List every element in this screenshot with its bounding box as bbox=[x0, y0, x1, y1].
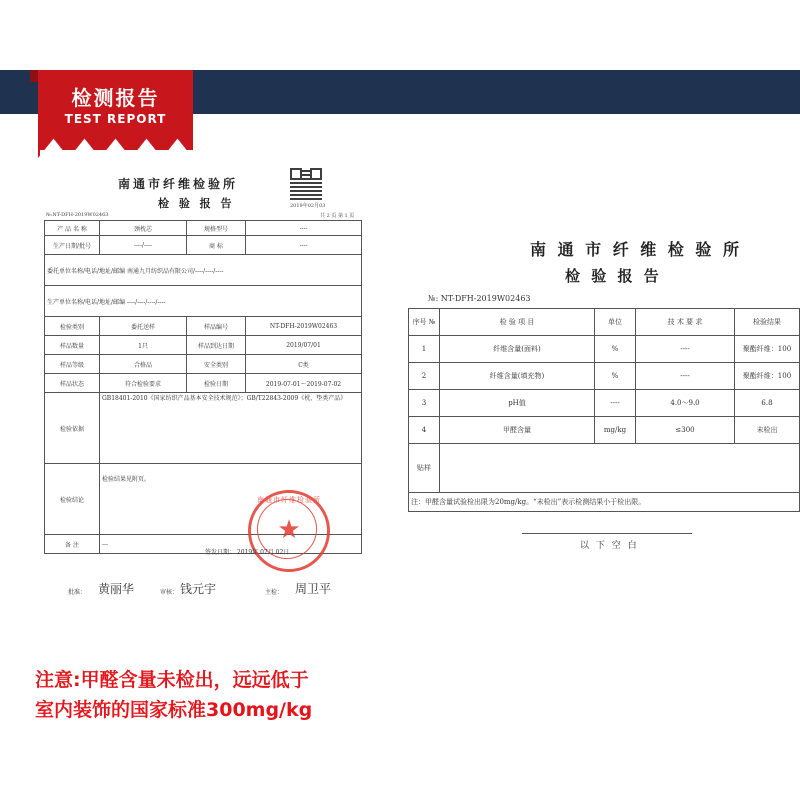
cell: ---- bbox=[246, 236, 362, 255]
cell: % bbox=[595, 363, 636, 390]
cell: 甲醛含量 bbox=[440, 417, 595, 444]
main-signature: 周卫平 bbox=[295, 582, 332, 596]
stamp-text: 南通市纤维检验所 bbox=[257, 496, 321, 504]
issue-date: 签发日期： 2019年 07月 02日 bbox=[205, 549, 290, 556]
header-cell: 检 验 项 目 bbox=[440, 309, 595, 336]
cell: 安全类别 bbox=[187, 355, 246, 374]
header-cell: 序号 № bbox=[409, 309, 440, 336]
cell: 样品数量 bbox=[45, 336, 100, 355]
cell: 4 bbox=[409, 417, 440, 444]
cell: 1 bbox=[409, 336, 440, 363]
cell: 商 标 bbox=[187, 236, 246, 255]
cell: 委托送样 bbox=[100, 317, 187, 336]
cell: mg/kg bbox=[595, 417, 636, 444]
cell: 聚酯纤维：100 bbox=[735, 363, 800, 390]
report1-number: №:NT-DFH-2019W02463 bbox=[46, 212, 109, 218]
badge-tab bbox=[30, 70, 38, 82]
cell: 检验类别 bbox=[45, 317, 100, 336]
cell bbox=[440, 444, 800, 493]
cell: 检验依据 bbox=[45, 393, 100, 464]
cell: 合格品 bbox=[100, 355, 187, 374]
cell: 3 bbox=[409, 390, 440, 417]
table-row bbox=[409, 417, 800, 444]
table-row bbox=[409, 390, 800, 417]
cell: 2019/07/01 bbox=[246, 336, 362, 355]
table-header-row bbox=[409, 309, 800, 336]
cell: C类 bbox=[246, 355, 362, 374]
report2-title: 检 验 报 告 bbox=[565, 267, 662, 285]
table-row bbox=[409, 444, 800, 493]
table-row bbox=[45, 374, 362, 393]
cell: 6.8 bbox=[735, 390, 800, 417]
footnote-cell: 注：甲醛含量试验检出限为20mg/kg。“未检出”表示检测结果小于检出限。 bbox=[409, 493, 800, 512]
table-row bbox=[45, 393, 362, 464]
badge-title-en: TEST REPORT bbox=[64, 112, 167, 126]
table-row bbox=[45, 317, 362, 336]
cell: 样品状态 bbox=[45, 374, 100, 393]
blank-text: 以 下 空 白 bbox=[580, 541, 639, 551]
cell: ---- bbox=[595, 390, 636, 417]
header-cell: 单位 bbox=[595, 309, 636, 336]
cell-label: 委托单位名称/电话/地址/邮编 bbox=[47, 267, 126, 275]
table-row bbox=[45, 336, 362, 355]
cell: 样品编号 bbox=[187, 317, 246, 336]
table-row bbox=[45, 255, 362, 286]
table-row bbox=[45, 355, 362, 374]
cell: --- bbox=[100, 535, 362, 554]
cell: 样品到达日期 bbox=[187, 336, 246, 355]
cell: 2019-07-01～2019-07-02 bbox=[246, 374, 362, 393]
cell: 备 注 bbox=[45, 535, 100, 554]
table-row bbox=[409, 493, 800, 512]
header-cell: 检验结果 bbox=[735, 309, 800, 336]
cell: 颈枕芯 bbox=[100, 221, 187, 236]
table-row bbox=[45, 221, 362, 236]
cell: NT-DFH-2019W02463 bbox=[246, 317, 362, 336]
cell: % bbox=[595, 336, 636, 363]
table-row bbox=[45, 286, 362, 317]
star-icon: ★ bbox=[277, 515, 301, 545]
cell: 样品等级 bbox=[45, 355, 100, 374]
conclusion-text: 检验结果见附页。 bbox=[102, 476, 151, 483]
cell: ---- bbox=[636, 336, 735, 363]
approve-label: 批准： bbox=[68, 589, 87, 596]
report1-org: 南通市纤维检验所 bbox=[118, 177, 239, 191]
cell: ----/---- bbox=[100, 236, 187, 255]
table-row bbox=[409, 363, 800, 390]
cell: 纤维含量(填充物) bbox=[440, 363, 595, 390]
cell bbox=[45, 255, 362, 286]
cell: 聚酯纤维：100 bbox=[735, 336, 800, 363]
cell: 生产日期/批号 bbox=[45, 236, 100, 255]
report1-page: 共 2 页 第 1 页 bbox=[320, 213, 355, 219]
cell: 符合检验要求 bbox=[100, 374, 187, 393]
cell: pH值 bbox=[440, 390, 595, 417]
report2-org: 南 通 市 纤 维 检 验 所 bbox=[530, 240, 742, 259]
qr-code bbox=[290, 168, 322, 200]
review-signature: 钱元宇 bbox=[180, 582, 217, 596]
report1-title: 检 验 报 告 bbox=[158, 197, 235, 210]
report2-number: №: NT-DFH-2019W02463 bbox=[428, 294, 531, 303]
cell-label: 生产单位名称/电话/地址/邮编 bbox=[47, 298, 126, 306]
report-page-1 bbox=[40, 150, 375, 605]
cell: 4.0～9.0 bbox=[636, 390, 735, 417]
review-label: 审核： bbox=[160, 589, 179, 596]
cell-value: 南通九月纺织品有限公司/----/----/---- bbox=[127, 267, 224, 275]
cell: ---- bbox=[246, 221, 362, 236]
report-page-2 bbox=[400, 200, 800, 560]
cell: 检验结论 bbox=[45, 464, 100, 535]
cell-value: ----/----/----/---- bbox=[127, 298, 166, 306]
cell: 2 bbox=[409, 363, 440, 390]
header-cell: 技 术 要 求 bbox=[636, 309, 735, 336]
notice-line-2: 室内装饰的国家标准300mg/kg bbox=[35, 699, 313, 721]
cell: 纤维含量(面料) bbox=[440, 336, 595, 363]
badge-title-cn: 检测报告 bbox=[71, 86, 160, 110]
official-stamp bbox=[248, 490, 330, 572]
cell bbox=[45, 286, 362, 317]
cell: ≤300 bbox=[636, 417, 735, 444]
cell: 规格型号 bbox=[187, 221, 246, 236]
cell: 未检出 bbox=[735, 417, 800, 444]
notice-line-1: 注意:甲醛含量未检出，远远低于 bbox=[35, 669, 309, 691]
table-row bbox=[409, 336, 800, 363]
approve-signature: 黄丽华 bbox=[98, 582, 135, 596]
qr-date: 2019年02月03 bbox=[290, 203, 326, 209]
report2-table bbox=[408, 308, 800, 512]
main-label: 主检： bbox=[265, 589, 284, 596]
divider bbox=[522, 533, 692, 534]
cell: GB18401-2010《国家纺织产品基本安全技术规范》；GB/T22843-2009《枕、垫类产品》 bbox=[100, 393, 362, 464]
table-row bbox=[45, 236, 362, 255]
cell: 1只 bbox=[100, 336, 187, 355]
cell: 检验日期 bbox=[187, 374, 246, 393]
cell: 贴样 bbox=[409, 444, 440, 493]
cell: 产 品 名 称 bbox=[45, 221, 100, 236]
cell: ---- bbox=[636, 363, 735, 390]
